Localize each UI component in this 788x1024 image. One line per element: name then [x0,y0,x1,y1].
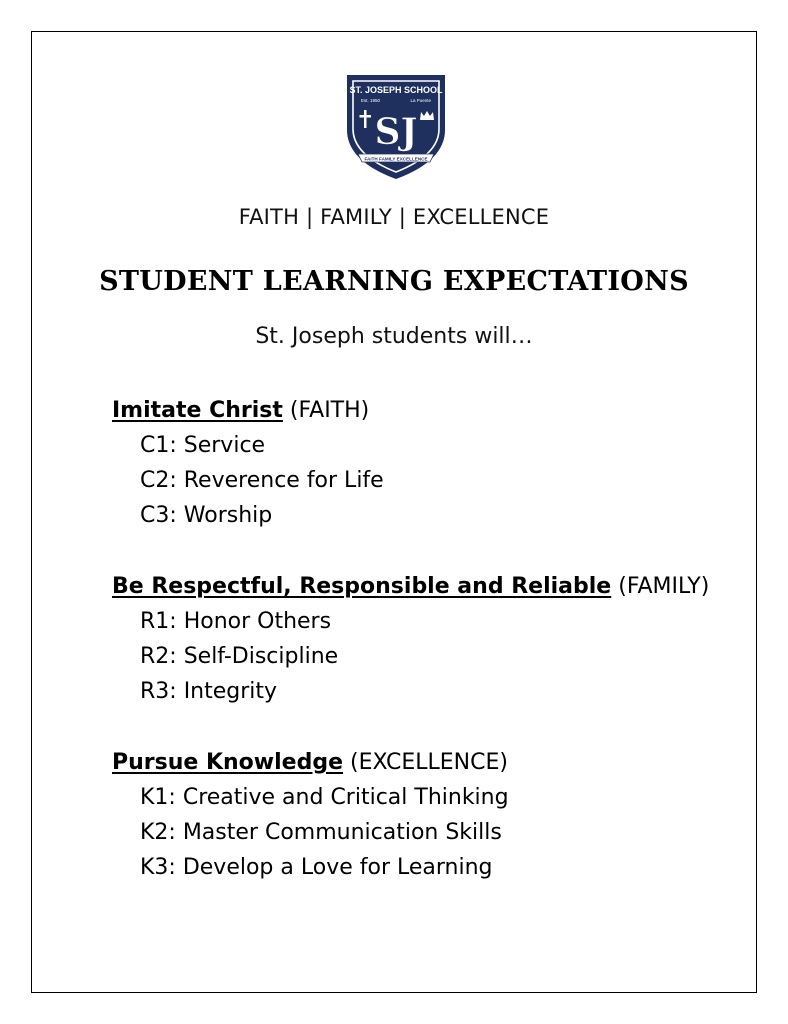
page-title: STUDENT LEARNING EXPECTATIONS [99,266,689,297]
list-item: K3: Develop a Love for Learning [140,855,493,880]
section-heading [112,745,732,780]
logo-monogram: SJ [374,111,418,153]
list-item: C1: Service [140,433,266,458]
intro-text: St. Joseph students will… [255,324,533,349]
list-item: C3: Worship [140,503,273,528]
list-item: K1: Creative and Critical Thinking [140,785,509,810]
expectations-list [112,393,732,921]
section-family [112,569,732,709]
section-heading-title: Be Respectful, Responsible and Reliable [112,574,612,599]
list-item: K2: Master Communication Skills [140,820,502,845]
school-crest-logo [344,72,448,182]
logo-motto: FAITH FAMILY EXCELLENCE [364,156,428,162]
tagline: FAITH | FAMILY | EXCELLENCE [238,205,550,229]
list-item: R1: Honor Others [140,609,332,634]
section-heading-category: (FAMILY) [618,574,710,599]
list-item: R3: Integrity [140,679,278,704]
logo-est: Est. 1950 [361,98,381,103]
section-heading-title: Imitate Christ [112,398,283,423]
section-heading [112,393,732,428]
section-faith [112,393,732,533]
logo-school-name: ST. JOSEPH SCHOOL [349,85,443,95]
section-excellence [112,745,732,885]
section-heading-title: Pursue Knowledge [112,750,343,775]
list-item: C2: Reverence for Life [140,468,384,493]
section-heading-category: (FAITH) [289,398,370,423]
list-item: R2: Self-Discipline [140,644,339,669]
logo-location: La Puente [410,98,431,103]
section-heading-category: (EXCELLENCE) [350,750,508,775]
section-heading [112,569,732,604]
